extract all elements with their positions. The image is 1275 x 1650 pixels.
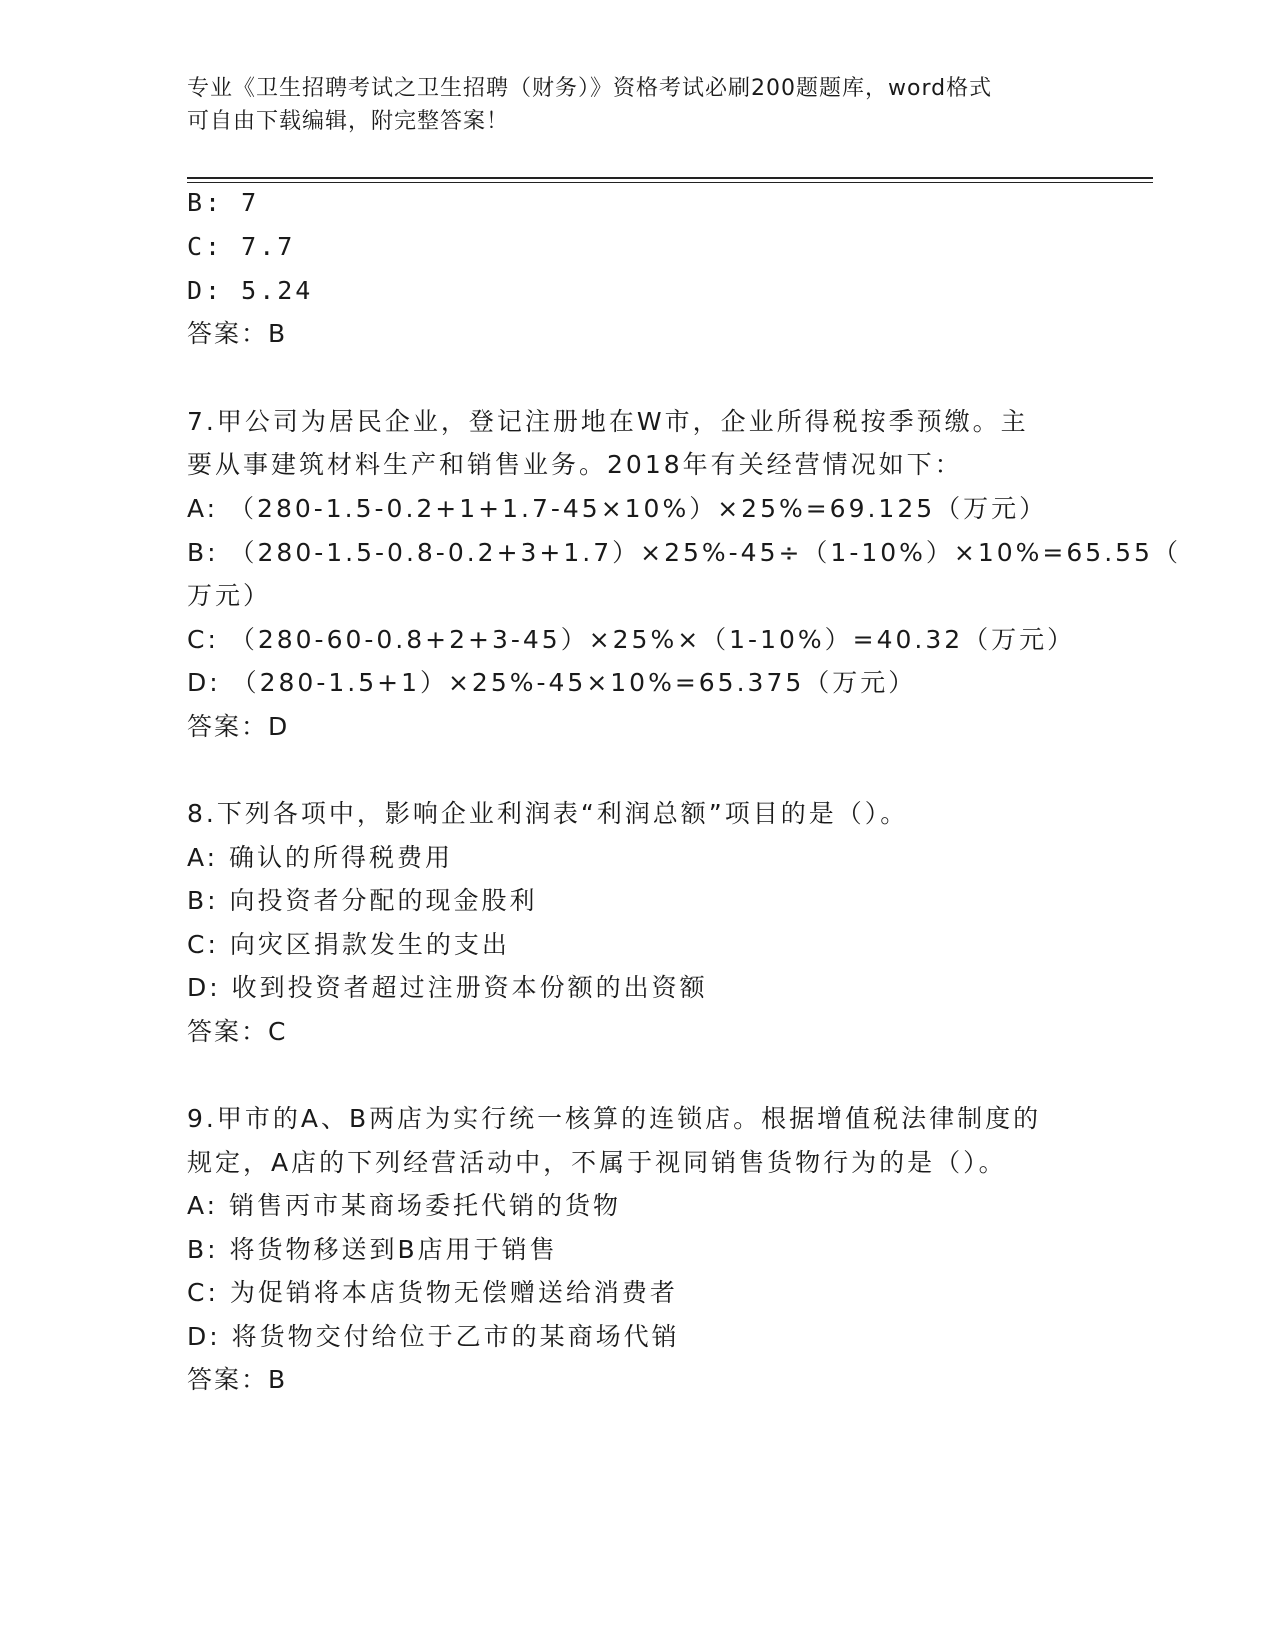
q9-option-d: D: 将货物交付给位于乙市的某商场代销 bbox=[187, 1322, 680, 1351]
q7-stem-line-2: 要从事建筑材料生产和销售业务。2018年有关经营情况如下： bbox=[187, 450, 963, 479]
q7-option-a: A: （280-1.5-0.2+1+1.7-45×10%）×25%=69.125（万元） bbox=[187, 494, 1048, 523]
q8-option-a: A: 确认的所得税费用 bbox=[187, 843, 454, 872]
page-header bbox=[187, 72, 1067, 138]
q7-option-b-line-1: B: （280-1.5-0.8-0.2+3+1.7）×25%-45÷（1-10%）×10%=65.55（ bbox=[187, 538, 1181, 567]
q8-option-b: B: 向投资者分配的现金股利 bbox=[187, 886, 538, 915]
q8-stem: 8.下列各项中，影响企业利润表“利润总额”项目的是（）。 bbox=[187, 799, 909, 828]
q6-option-d: D: 5.24 bbox=[187, 276, 314, 305]
q9-option-c: C: 为促销将本店货物无偿赠送给消费者 bbox=[187, 1278, 678, 1307]
header-divider-thick bbox=[187, 177, 1153, 179]
q7-stem-line-1: 7.甲公司为居民企业，登记注册地在W市，企业所得税按季预缴。主 bbox=[187, 407, 1029, 436]
q7-option-b-line-2: 万元） bbox=[187, 581, 272, 610]
header-divider-thin bbox=[187, 182, 1153, 183]
q6-option-b: B: 7 bbox=[187, 188, 260, 217]
q6-answer: 答案：B bbox=[187, 319, 288, 348]
q8-option-c: C: 向灾区捐款发生的支出 bbox=[187, 930, 510, 959]
q8-option-d: D: 收到投资者超过注册资本份额的出资额 bbox=[187, 973, 708, 1002]
header-title-line-1: 专业《卫生招聘考试之卫生招聘（财务）》资格考试必刷200题题库，word格式 bbox=[187, 76, 993, 101]
q9-option-a: A: 销售丙市某商场委托代销的货物 bbox=[187, 1191, 622, 1220]
q6-option-c: C: 7.7 bbox=[187, 232, 296, 261]
q9-stem-line-2: 规定，A店的下列经营活动中，不属于视同销售货物行为的是（）。 bbox=[187, 1148, 1007, 1177]
q7-option-d: D: （280-1.5+1）×25%-45×10%=65.375（万元） bbox=[187, 668, 917, 697]
q9-option-b: B: 将货物移送到B店用于销售 bbox=[187, 1235, 558, 1264]
q7-answer: 答案：D bbox=[187, 712, 290, 741]
q9-answer: 答案：B bbox=[187, 1365, 288, 1394]
header-title-line-2: 可自由下载编辑，附完整答案！ bbox=[187, 109, 510, 134]
q7-option-c: C: （280-60-0.8+2+3-45）×25%×（1-10%）=40.32（万元） bbox=[187, 625, 1076, 654]
q9-stem-line-1: 9.甲市的A、B两店为实行统一核算的连锁店。根据增值税法律制度的 bbox=[187, 1104, 1042, 1133]
q8-answer: 答案：C bbox=[187, 1017, 288, 1046]
